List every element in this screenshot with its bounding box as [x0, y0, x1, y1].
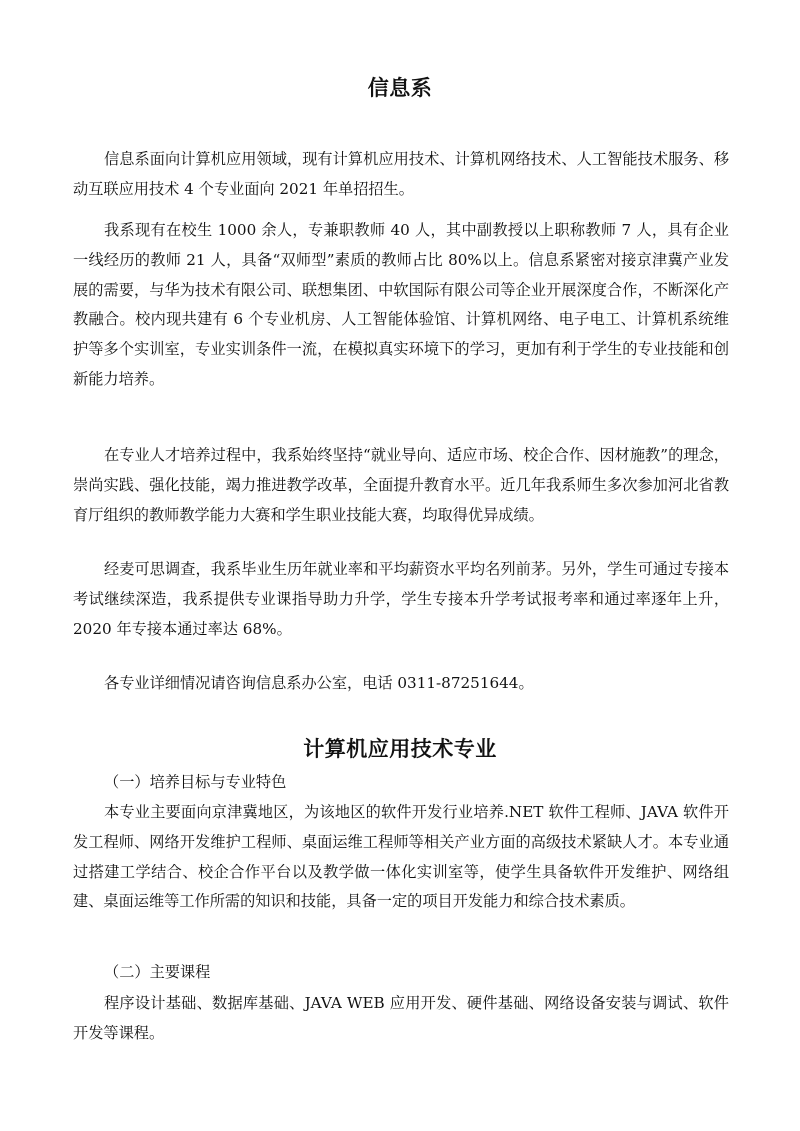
- major-title: 计算机应用技术专业: [303, 736, 497, 761]
- courses-paragraph: 程序设计基础、数据库基础、JAVA WEB 应用开发、硬件基础、网络设备安装与调试、软件开发等课程。: [73, 994, 729, 1042]
- courses-heading: （二）主要课程: [104, 963, 211, 981]
- philosophy-paragraph: 在专业人才培养过程中，我系始终坚持“就业导向、适应市场、校企合作、因材施教”的理念，崇尚实践、强化技能，竭力推进教学改革，全面提升教育水平。近几年我系师生多次参加河北省教育厅组织的教师教学能力大赛和学生职业技能大赛，均取得优异成绩。: [73, 446, 729, 524]
- contact-paragraph: 各专业详细情况请咨询信息系办公室，电话 0311-87251644。: [104, 674, 534, 692]
- goals-heading: （一）培养目标与专业特色: [104, 773, 287, 791]
- employment-paragraph: 经麦可思调查，我系毕业生历年就业率和平均薪资水平均名列前茅。另外，学生可通过专接本考试继续深造，我系提供专业课指导助力升学，学生专接本升学考试报考率和通过率逐年上升，2020 年专接本通过率达 68%。: [73, 560, 729, 638]
- department-title: 信息系: [367, 75, 433, 100]
- intro-paragraph: 信息系面向计算机应用领域，现有计算机应用技术、计算机网络技术、人工智能技术服务、移动互联应用技术 4 个专业面向 2021 年单招招生。: [73, 150, 729, 198]
- faculty-paragraph: 我系现有在校生 1000 余人，专兼职教师 40 人，其中副教授以上职称教师 7 人，具有企业一线经历的教师 21 人，具备“双师型”素质的教师占比 80%以上。信息系紧密对接京津冀产业发展的需要，与华为技术有限公司、联想集团、中软国际有限公司等企业开展深度合作，不断深化产教融合。校内现共建有 6 个专业机房、人工智能体验馆、计算机网络、电子电工、计算机系统维护等多个实训室，专业实训条件一流，在模拟真实环境下的学习，更加有利于学生的专业技能和创新能力培养。: [73, 221, 729, 388]
- goals-paragraph: 本专业主要面向京津冀地区，为该地区的软件开发行业培养.NET 软件工程师、JAVA 软件开发工程师、网络开发维护工程师、桌面运维工程师等相关产业方面的高级技术紧缺人才。本专业通过搭建工学结合、校企合作平台以及教学做一体化实训室等，使学生具备软件开发维护、网络组建、桌面运维等工作所需的知识和技能，具备一定的项目开发能力和综合技术素质。: [73, 803, 729, 911]
